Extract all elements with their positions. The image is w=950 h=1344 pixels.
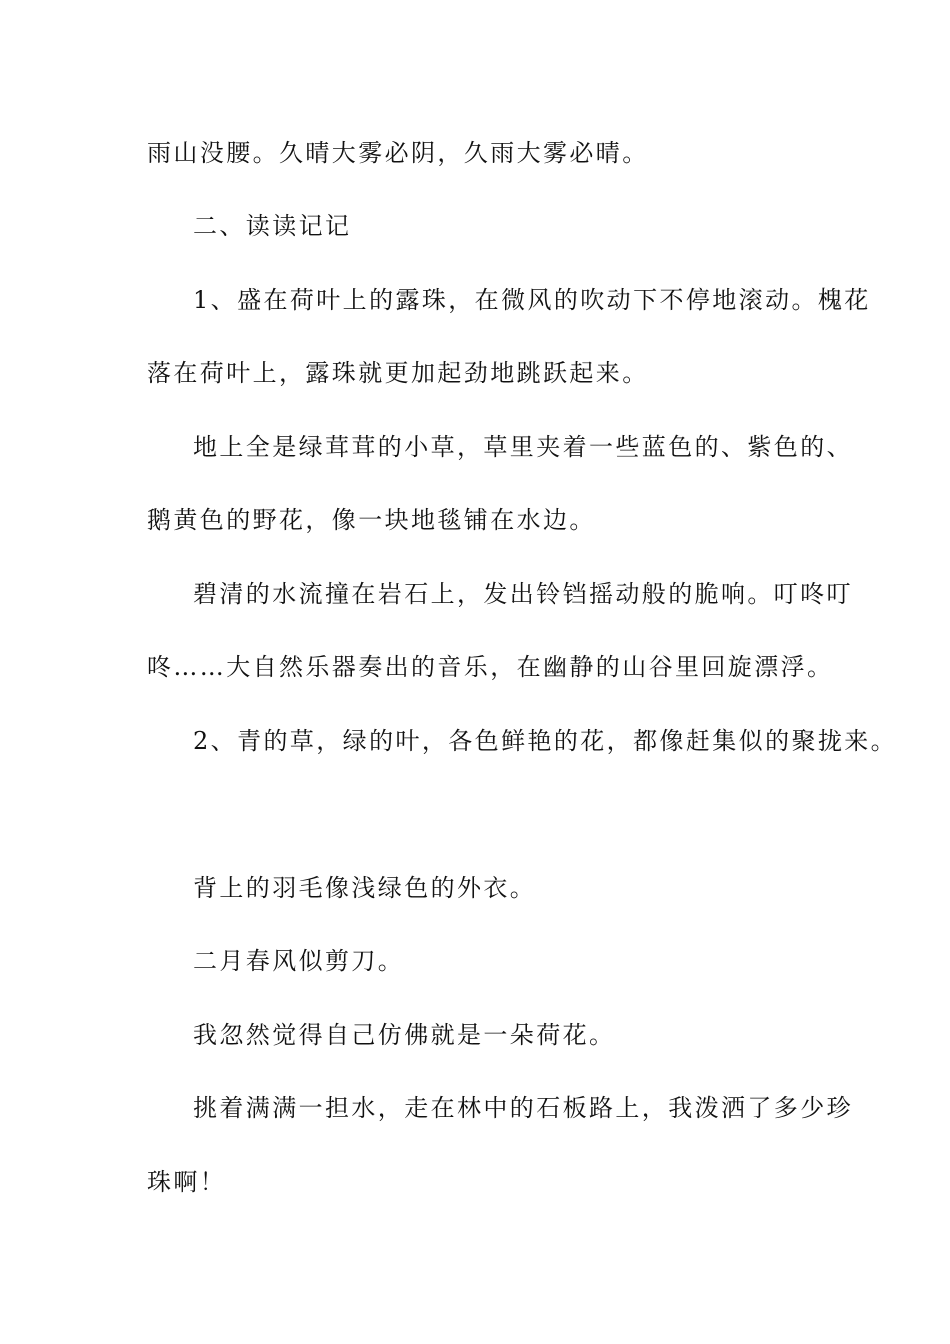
text-line: 珠啊！ (147, 1168, 227, 1196)
text-line: 咚……大自然乐器奏出的音乐，在幽静的山谷里回旋漂浮。 (147, 653, 834, 681)
text-line: 挑着满满一担水，走在林中的石板路上，我泼洒了多少珍 (193, 1094, 853, 1122)
text-line: 落在荷叶上，露珠就更加起劲地跳跃起来。 (147, 359, 649, 387)
text-line: 雨山没腰。久晴大雾必阴，久雨大雾必晴。 (147, 139, 649, 167)
text-line: 鹅黄色的野花，像一块地毯铺在水边。 (147, 506, 596, 534)
text-line: 2、青的草，绿的叶，各色鲜艳的花，都像赶集似的聚拢来。 (193, 727, 898, 755)
text-line: 二月春风似剪刀。 (193, 947, 405, 975)
section-heading: 二、读读记记 (193, 212, 352, 240)
text-line: 碧清的水流撞在岩石上，发出铃铛摇动般的脆响。叮咚叮 (193, 580, 853, 608)
text-line: 我忽然觉得自己仿佛就是一朵荷花。 (193, 1021, 616, 1049)
text-line: 背上的羽毛像浅绿色的外衣。 (193, 874, 537, 902)
text-line: 地上全是绿茸茸的小草，草里夹着一些蓝色的、紫色的、 (193, 433, 853, 461)
text-line: 1、盛在荷叶上的露珠，在微风的吹动下不停地滚动。槐花 (193, 286, 871, 314)
